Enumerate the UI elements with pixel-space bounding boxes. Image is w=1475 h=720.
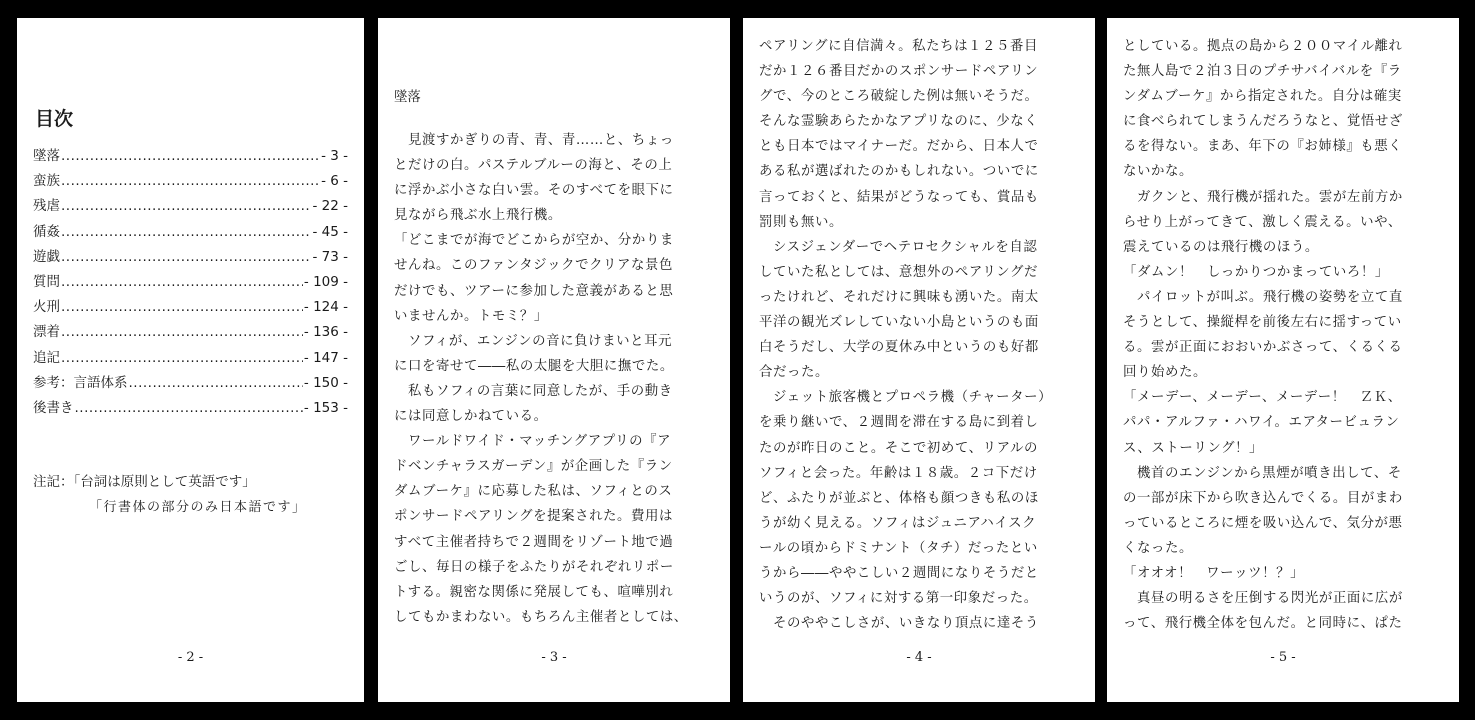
text-line: 回り始めた。 xyxy=(1123,365,1207,381)
text-line: ポンサードペアリングを提案された。費用は xyxy=(394,509,674,525)
text-line: 見ながら飛ぶ水上飛行機。 xyxy=(394,208,562,224)
text-line: ソフィと会った。年齢は１８歳。２コ下だけ xyxy=(759,465,1038,481)
text-line: 「メーデー、メーデー、メーデー！ ＺＫ、 xyxy=(1123,390,1402,406)
text-line: た無人島で２泊３日のプチサバイバルを『ラ xyxy=(1123,64,1402,80)
text-line: うから――ややこしい２週間になりそうだと xyxy=(759,565,1039,581)
text-line: してもかまわない。もちろん主催者としては、 xyxy=(394,609,688,625)
page-number: - 5 - xyxy=(1270,650,1296,665)
text-line: に食べられてしまうんだろうなと、覚悟せざ xyxy=(1123,114,1403,130)
page-4 xyxy=(743,18,1095,702)
toc-entry[interactable]: 循姦 ..... - 45 - xyxy=(33,220,348,245)
text-line: 「ダムン！ しっかりつかまっていろ！」 xyxy=(1123,264,1389,280)
text-line: 私もソフィの言葉に同意したが、手の動き xyxy=(394,383,673,399)
text-line: を乗り継いで、２週間を滞在する島に到着し xyxy=(759,415,1039,431)
toc-entry[interactable]: 遊戯 ..... - 73 - xyxy=(33,245,348,270)
toc-entry[interactable]: 後書き ..... - 153 - xyxy=(33,396,348,421)
text-line: の一部が床下から吹き込んでくる。目がまわ xyxy=(1123,490,1403,506)
text-line: ある私が選ばれたのかもしれない。ついでに xyxy=(759,164,1039,180)
text-line: せんね。このファンタジックでクリアな景色 xyxy=(394,258,674,274)
text-line: うが幼く見える。ソフィはジュニアハイスク xyxy=(759,515,1037,531)
text-line: とも日本ではマイナーだ。だから、日本人で xyxy=(759,139,1039,155)
toc-entry[interactable]: 参考：言語体系 ..... - 150 - xyxy=(33,371,348,396)
toc-entry[interactable]: 質問 ..... - 109 - xyxy=(33,270,348,295)
text-line: らせり上がってきて、激しく震える。いや、 xyxy=(1123,214,1402,230)
text-line: 震えているのは飛行機のほう。 xyxy=(1123,239,1319,255)
toc-entry[interactable]: 残虐 ..... - 22 - xyxy=(33,194,348,219)
toc-entry[interactable]: 追記 ..... - 147 - xyxy=(33,346,348,371)
text-line: 罰則も無い。 xyxy=(759,214,843,230)
text-line: そのややこしさが、いきなり頂点に達そう xyxy=(759,616,1039,632)
text-line: ワールドワイド・マッチングアプリの『ア xyxy=(394,434,672,450)
page-3 xyxy=(378,18,730,702)
text-line: ドベンチャラスガーデン』が企画した『ラン xyxy=(394,459,673,475)
page-5 xyxy=(1107,18,1459,702)
note-line-2: 「行書体の部分のみ日本語です」 xyxy=(89,500,307,515)
text-line: そうとして、操縦桿を前後左右に揺すってい xyxy=(1123,315,1402,331)
text-line: ガクンと、飛行機が揺れた。雲が左前方か xyxy=(1123,189,1403,205)
table-of-contents xyxy=(33,144,348,421)
note-line-1: 注記：「台詞は原則として英語です」 xyxy=(33,474,256,490)
text-line: 言っておくと、結果がどうなっても、賞品も xyxy=(759,189,1039,205)
page-number: - 3 - xyxy=(541,650,567,665)
text-line: ダムブーケ』に応募した私は、ソフィとのス xyxy=(394,484,673,500)
text-line: ペアリングに自信満々。私たちは１２５番目 xyxy=(759,39,1039,54)
text-line: に口を寄せて――私の太腿を大胆に撫でた。 xyxy=(394,358,674,374)
toc-title: 目次 xyxy=(35,108,74,130)
text-line: トする。親密な関係に発展しても、喧嘩別れ xyxy=(394,584,674,600)
toc-entry[interactable]: 火刑 ..... - 124 - xyxy=(33,295,348,320)
text-line: とだけの白。パステルブルーの海と、その上 xyxy=(394,158,673,174)
chapter-title: 墜落 xyxy=(394,90,421,105)
text-line: に浮かぶ小さな白い雲。そのすべてを眼下に xyxy=(394,183,674,199)
text-line: ジェット旅客機とプロペラ機（チャーター） xyxy=(759,390,1053,406)
text-line: には同意しかねている。 xyxy=(394,409,548,425)
text-line: ンダムブーケ』から指定された。自分は確実 xyxy=(1123,89,1402,105)
text-line: だか１２６番目だかのスポンサードペアリン xyxy=(759,64,1039,80)
body-text xyxy=(759,34,1081,636)
text-line: シスジェンダーでヘテロセクシャルを自認 xyxy=(759,239,1038,255)
text-line: すべて主催者持ちで２週間をリゾート地で過 xyxy=(394,534,674,550)
body-text xyxy=(1123,34,1445,636)
text-line: いませんか。トモミ？」 xyxy=(394,308,548,324)
page-number: - 2 - xyxy=(177,650,204,665)
text-line: 真昼の明るさを圧倒する閃光が正面に広が xyxy=(1123,591,1403,607)
text-line: っているところに煙を吸い込んで、気分が悪 xyxy=(1123,515,1403,531)
text-line: としている。拠点の島から２００マイル離れ xyxy=(1123,39,1403,54)
text-line: たのが昨日のこと。そこで初めて、リアルの xyxy=(759,440,1039,456)
text-line: ないかな。 xyxy=(1123,164,1193,180)
text-line: 見渡すかぎりの青、青、青……と、ちょっ xyxy=(394,133,674,148)
text-line: ソフィが、エンジンの音に負けまいと耳元 xyxy=(394,333,673,349)
text-line: ったけれど、それだけに興味も湧いた。南太 xyxy=(759,289,1039,305)
text-line: パパ・アルファ・ハワイ。エアタービュラン xyxy=(1123,415,1400,431)
text-line: グで、今のところ破綻した例は無いそうだ。 xyxy=(759,89,1039,105)
body-text xyxy=(394,128,716,630)
text-line: ールの頃からドミナント（タチ）だったとい xyxy=(759,540,1038,556)
text-line: だけでも、ツアーに参加した意義があると思 xyxy=(394,283,674,299)
page-2 xyxy=(17,18,364,702)
text-line: 平洋の観光ズレしていない小島というのも面 xyxy=(759,315,1039,331)
text-line: 合だった。 xyxy=(759,365,829,381)
text-line: って、飛行機全体を包んだ。と同時に、ぱた xyxy=(1123,616,1403,632)
text-line: くなった。 xyxy=(1123,540,1193,556)
text-line: る。雲が正面におおいかぶさって、くるくる xyxy=(1123,340,1403,356)
text-line: パイロットが叫ぶ。飛行機の姿勢を立て直 xyxy=(1123,289,1403,305)
text-line: そんな霊験あらたかなアプリなのに、少なく xyxy=(759,114,1039,130)
text-line: ごし、毎日の様子をふたりがそれぞれリポー xyxy=(394,559,674,575)
text-line: 「どこまでが海でどこからが空か、分かりま xyxy=(394,233,674,249)
text-line: ス、ストーリング！」 xyxy=(1123,440,1264,456)
text-line: 「オオオ！ ワーッツ！？」 xyxy=(1123,565,1305,581)
toc-entry[interactable]: 漂着 ..... - 136 - xyxy=(33,320,348,345)
text-line: 白そうだし、大学の夏休み中というのも好都 xyxy=(759,340,1039,356)
text-line: るを得ない。まあ、年下の『お姉様』も悪く xyxy=(1123,139,1403,155)
text-line: ど、ふたりが並ぶと、体格も顔つきも私のほ xyxy=(759,490,1039,506)
text-line: いうのが、ソフィに対する第一印象だった。 xyxy=(759,591,1038,607)
text-line: 機首のエンジンから黒煙が噴き出して、そ xyxy=(1123,465,1402,481)
toc-entry[interactable]: 墜落 ..... - 3 - xyxy=(33,144,348,169)
page-number: - 4 - xyxy=(906,650,932,665)
text-line: していた私としては、意想外のペアリングだ xyxy=(759,264,1039,280)
toc-entry[interactable]: 蛮族 ..... - 6 - xyxy=(33,169,348,194)
